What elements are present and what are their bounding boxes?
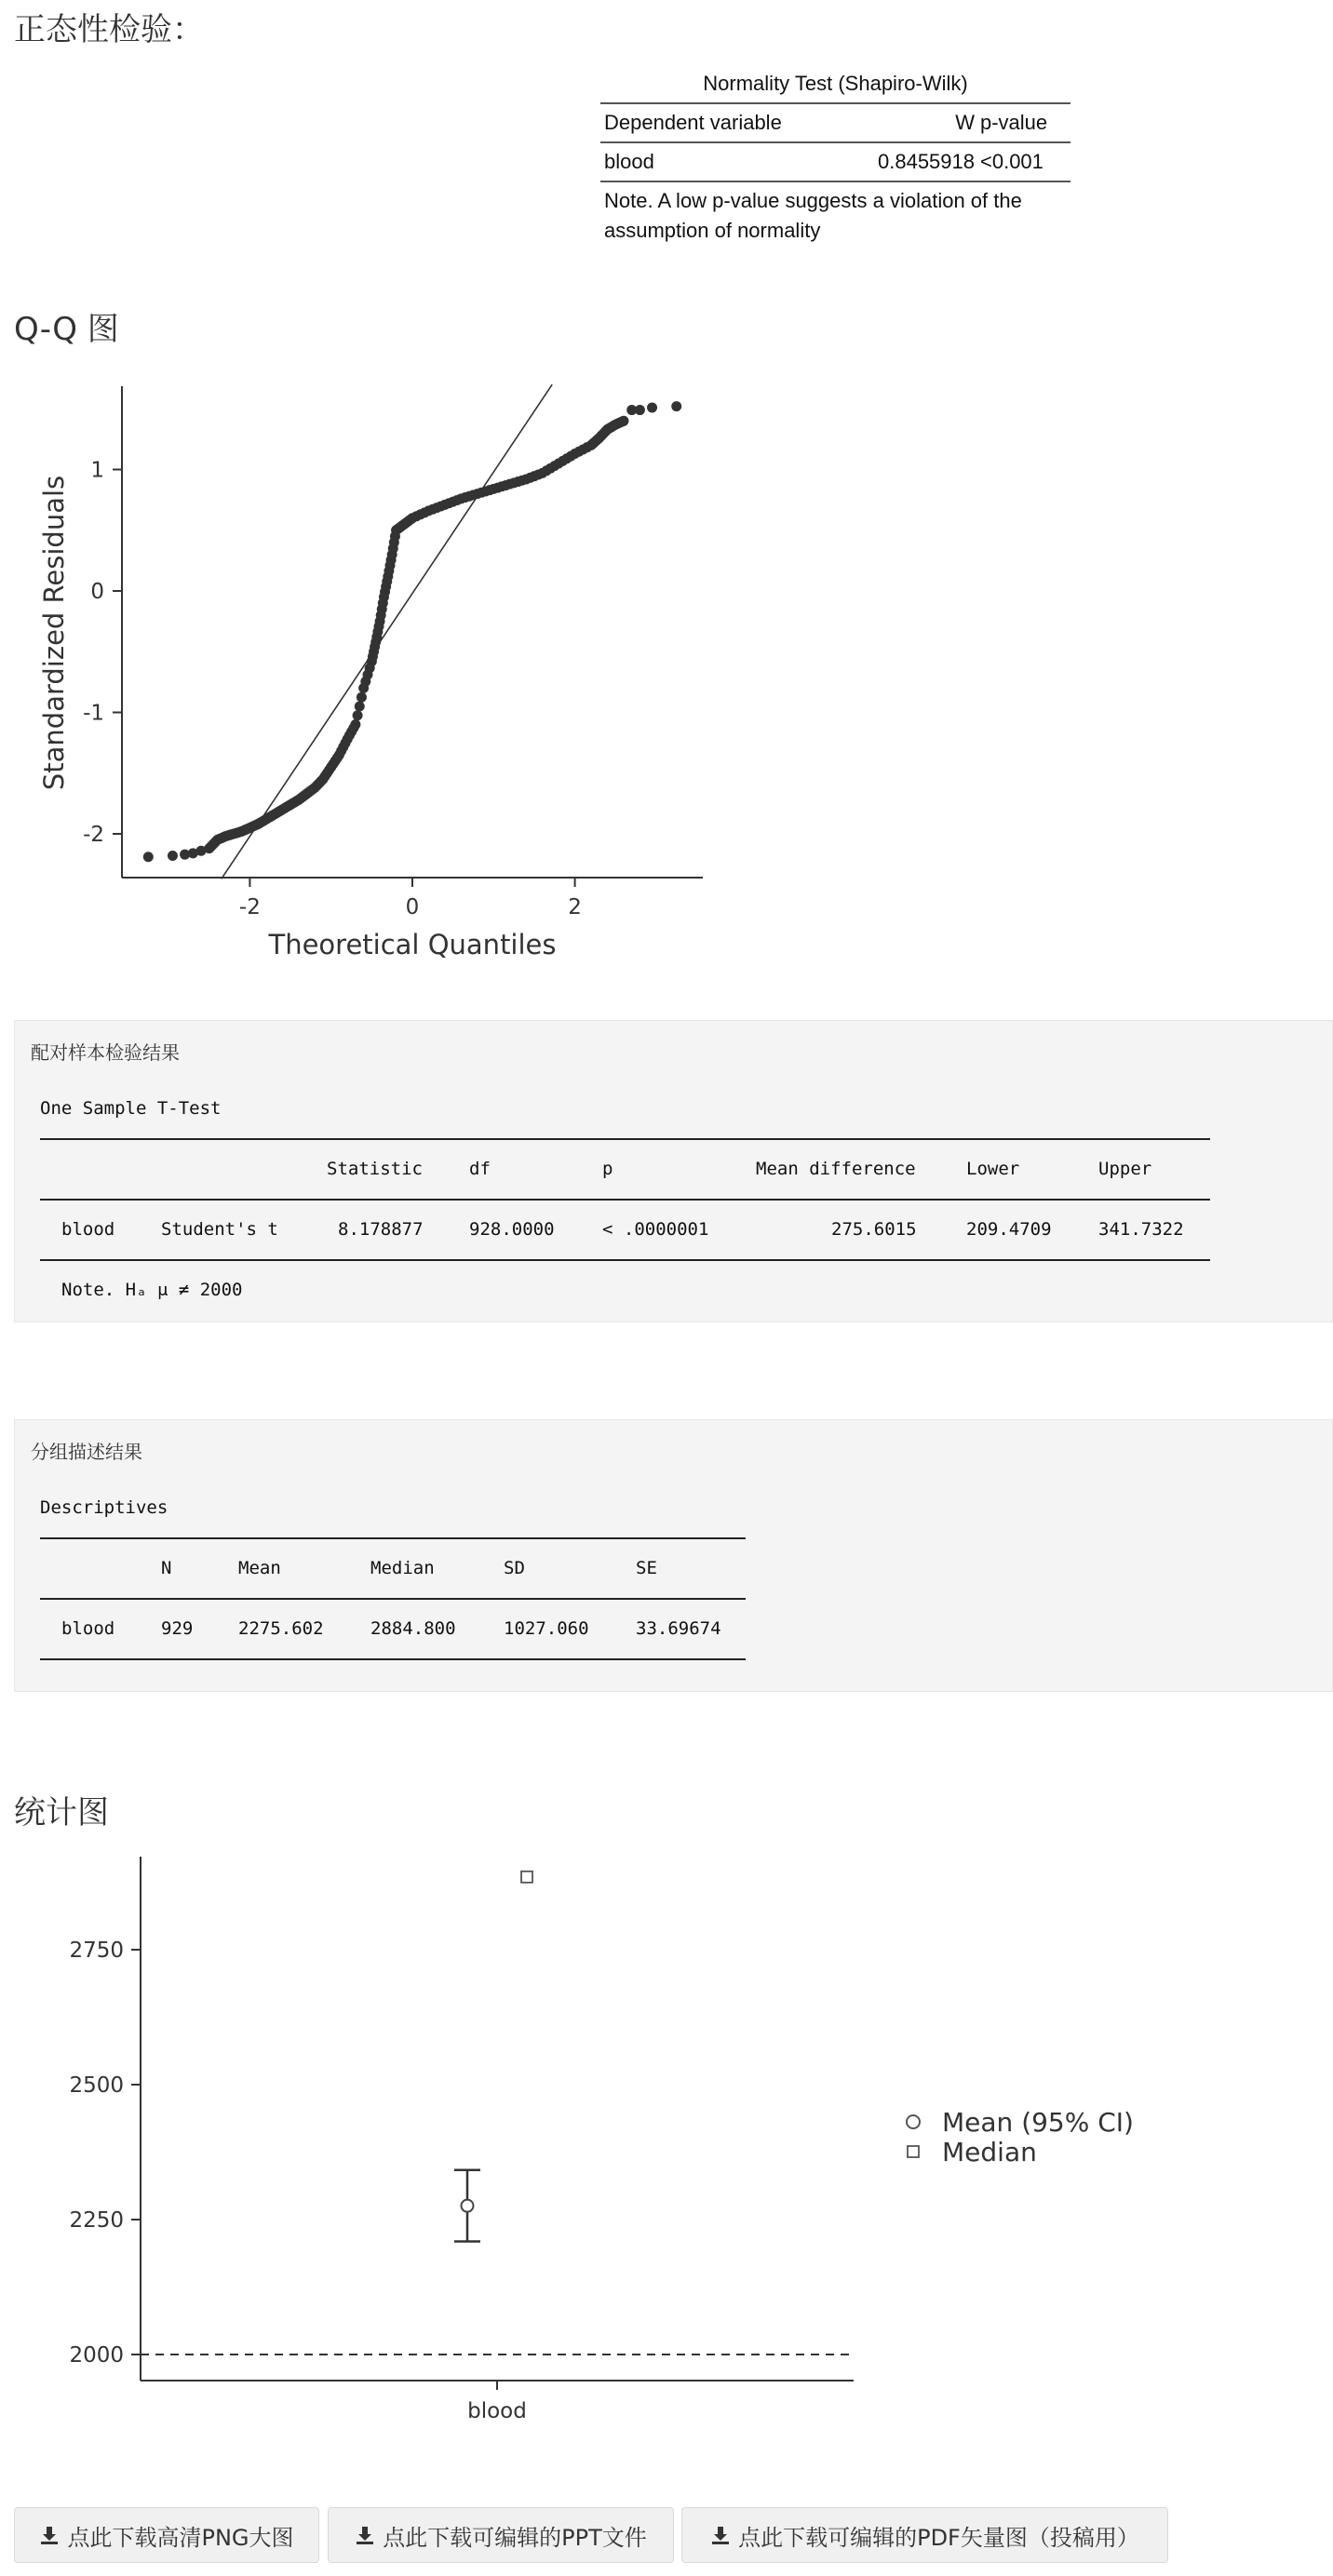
download-icon: [39, 2525, 60, 2545]
ttest-header-df: df: [469, 1159, 491, 1179]
legend-mean-label: Mean (95% CI): [942, 2107, 1134, 2138]
desc-header-se: SE: [636, 1558, 657, 1578]
cell-variable: blood: [604, 150, 654, 173]
qq-point: [635, 405, 645, 415]
qq-x-tick-label: 0: [405, 895, 420, 919]
qq-reference-line: [222, 384, 552, 879]
download-png-button[interactable]: [14, 2507, 319, 2563]
ttest-cell-p: < .0000001: [602, 1219, 709, 1240]
desc-header-sd: SD: [504, 1558, 525, 1578]
normality-caption: Normality Test (Shapiro-Wilk): [703, 72, 968, 95]
stat-heading: 统计图: [14, 1794, 109, 1831]
qq-heading: Q-Q 图: [14, 311, 119, 348]
qq-point: [353, 710, 363, 720]
normality-table: [600, 65, 1070, 246]
qq-point: [647, 402, 657, 412]
ttest-header-lower: Lower: [966, 1159, 1020, 1179]
desc-header-median: Median: [370, 1558, 435, 1578]
stat-marks: [454, 1872, 532, 2242]
qq-y-tick-label: 1: [90, 458, 104, 483]
download-pdf-button[interactable]: [681, 2507, 1168, 2563]
desc-cell-variable: blood: [61, 1618, 115, 1639]
normality-heading: 正态性检验：: [14, 11, 204, 48]
ttest-header-p: p: [602, 1159, 613, 1179]
ttest-title: One Sample T-Test: [40, 1098, 222, 1119]
desc-cell-mean: 2275.602: [238, 1618, 324, 1639]
header-w: W: [955, 111, 975, 134]
qq-x-tick-label: -2: [238, 895, 261, 919]
qq-y-tick-label: -2: [83, 823, 104, 847]
download-pdf-label: 点此下载可编辑的PDF矢量图（投稿用）: [738, 2524, 1139, 2551]
legend-median-label: Median: [942, 2137, 1037, 2167]
desc-cell-median: 2884.800: [370, 1618, 456, 1639]
stat-y-tick-label: 2000: [69, 2343, 124, 2368]
ttest-header-statistic: Statistic: [327, 1159, 423, 1179]
stat-y-tick-label: 2250: [69, 2208, 124, 2233]
qq-plot: [0, 368, 735, 973]
header-p-value: p-value: [980, 111, 1048, 134]
descriptives-panel-title: 分组描述结果: [31, 1441, 142, 1463]
qq-point: [671, 401, 681, 411]
qq-point: [365, 663, 375, 673]
legend-median-symbol: [908, 2146, 919, 2157]
stat-x-tick-label: blood: [467, 2399, 527, 2423]
download-icon: [355, 2525, 375, 2545]
desc-cell-n: 929: [161, 1618, 194, 1639]
qq-point: [348, 723, 358, 733]
ttest-header-upper: Upper: [1098, 1159, 1152, 1179]
descriptives-panel: [14, 1419, 1333, 1692]
qq-points: [143, 401, 681, 862]
desc-header-mean: Mean: [238, 1558, 281, 1578]
stat-plot: [0, 1838, 1210, 2443]
ttest-cell-statistic: 8.178877: [338, 1219, 424, 1240]
qq-y-label: Standardized Residuals: [38, 475, 70, 791]
mean-point: [462, 2200, 474, 2212]
qq-point: [616, 417, 626, 427]
median-point: [521, 1872, 532, 1883]
descriptives-title: Descriptives: [40, 1497, 168, 1518]
normality-note: Note. A low p-value suggests a violation of the assumption of normality: [604, 189, 1022, 242]
stat-y-tick-label: 2500: [69, 2073, 124, 2098]
stat-y-ticks: [69, 1939, 141, 2368]
qq-point: [386, 555, 397, 565]
normality-data-row: [600, 143, 1070, 181]
download-ppt-label: 点此下载可编辑的PPT文件: [383, 2524, 647, 2551]
qq-point: [168, 851, 178, 861]
ttest-panel: [14, 1020, 1333, 1322]
ttest-panel-title: 配对样本检验结果: [31, 1041, 180, 1064]
qq-point: [355, 701, 365, 711]
qq-point: [373, 622, 384, 632]
qq-x-tick-label: 2: [568, 895, 582, 919]
qq-y-tick-label: -1: [83, 701, 104, 726]
ttest-note: Note. Hₐ μ ≠ 2000: [61, 1280, 243, 1300]
header-dependent-variable: Dependent variable: [604, 111, 782, 134]
qq-x-ticks: [239, 878, 582, 919]
ttest-cell-df: 928.0000: [469, 1219, 555, 1240]
download-icon: [710, 2525, 731, 2545]
qq-point: [143, 852, 154, 862]
ttest-cell-upper: 341.7322: [1098, 1219, 1184, 1240]
ttest-header-mean-difference: Mean difference: [756, 1159, 916, 1179]
qq-y-ticks: [83, 459, 122, 848]
qq-x-label: Theoretical Quantiles: [268, 929, 557, 960]
ttest-cell-mean-difference: 275.6015: [831, 1219, 917, 1240]
qq-y-tick-label: 0: [90, 580, 104, 604]
desc-cell-se: 33.69674: [636, 1618, 721, 1639]
qq-point: [382, 576, 392, 586]
cell-p-value: <0.001: [980, 150, 1044, 173]
ttest-cell-lower: 209.4709: [966, 1219, 1052, 1240]
qq-point: [357, 692, 367, 703]
normality-header-row: [600, 104, 1070, 141]
legend-mean-symbol: [907, 2115, 920, 2128]
stat-y-tick-label: 2750: [69, 1939, 124, 1963]
qq-point: [378, 598, 388, 609]
download-ppt-button[interactable]: [328, 2507, 674, 2563]
download-png-label: 点此下载高清PNG大图: [67, 2524, 294, 2551]
desc-cell-sd: 1027.060: [504, 1618, 589, 1639]
desc-header-n: N: [161, 1558, 172, 1578]
ttest-cell-test: Student's t: [161, 1219, 278, 1240]
cell-w: 0.8455918: [878, 150, 975, 173]
ttest-cell-variable: blood: [61, 1219, 115, 1240]
